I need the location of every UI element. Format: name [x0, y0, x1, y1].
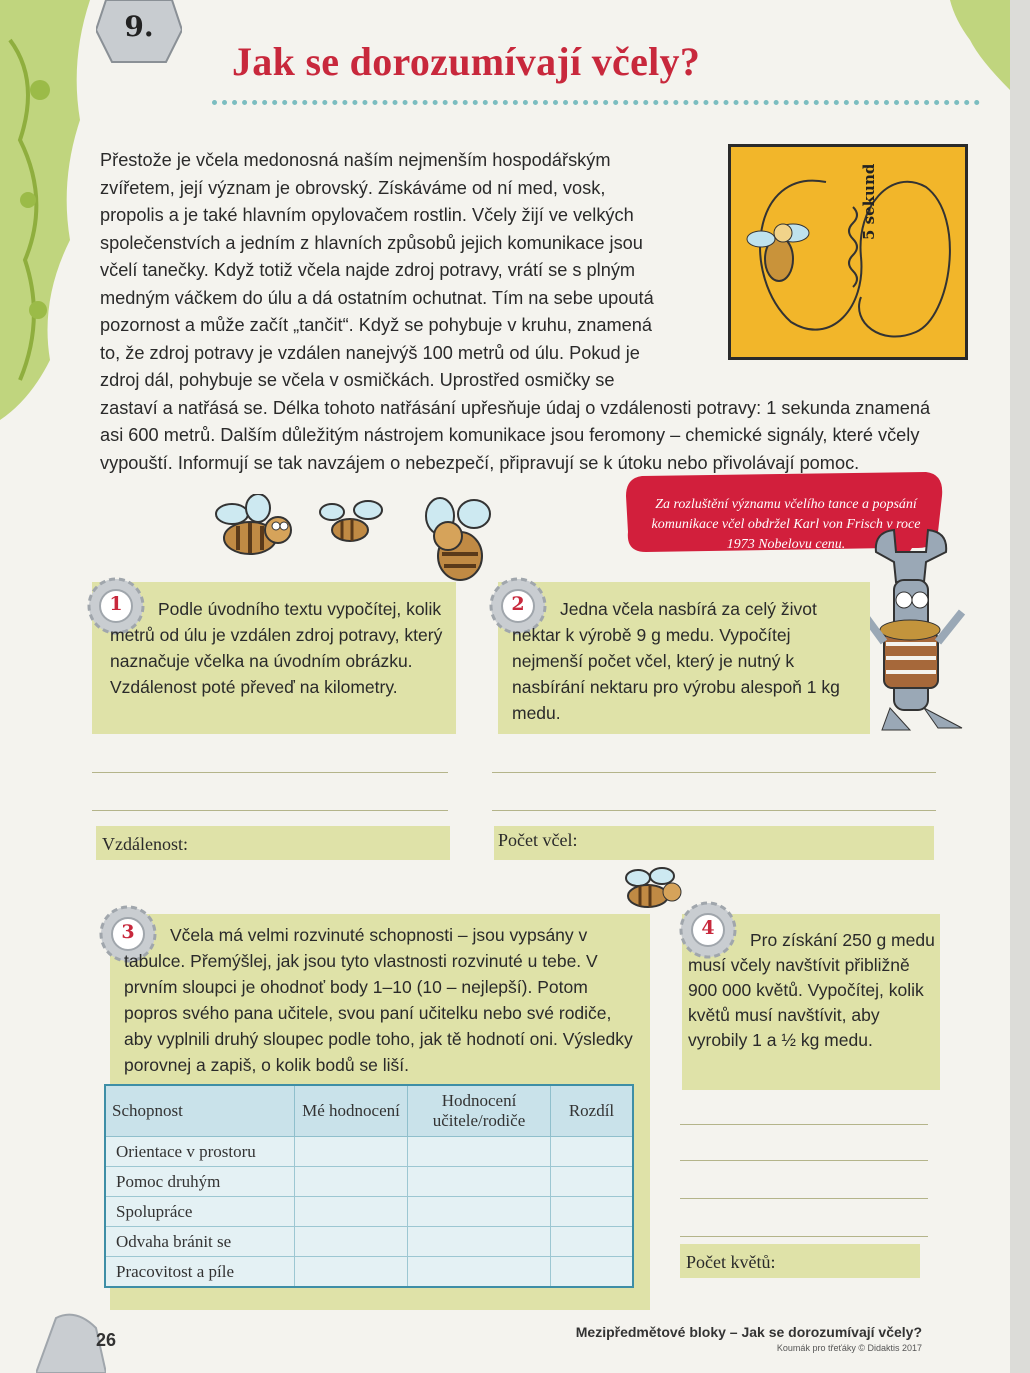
leaves-decoration — [0, 0, 90, 420]
skills-table — [104, 1084, 634, 1288]
table-row — [105, 1197, 633, 1227]
task-1-number: 1 — [109, 593, 123, 615]
task-3-number: 3 — [121, 921, 135, 943]
table-header-difference: Rozdíl — [551, 1085, 634, 1137]
bee-icon — [416, 494, 500, 586]
table-row — [105, 1167, 633, 1197]
task-1-text: Podle úvodního textu vypočítej, kolik metrů od úlu je vzdálen zdroj potravy, který naznačuje včelka na úvodním obrázku. Vzdálenost poté převeď na kilometry. — [110, 599, 443, 697]
answer-line[interactable] — [680, 1198, 928, 1199]
teacher-rating-cell[interactable] — [408, 1137, 551, 1167]
difference-cell[interactable] — [551, 1197, 634, 1227]
answer-line[interactable] — [92, 772, 448, 773]
intro-text: Přestože je včela medonosná naším nejmenším hospodářským zvířetem, její význam je obrovský. Získáváme od ní med, vosk, propolis a je také hlavním opylovačem rostlin. Včely žijí ve velkých společenstvích a jedním z hlavních způsobů jejich komunikace jsou včelí tanečky. Když totiž včela najde zdroj potravy, vrátí se s plným medným váčkem do úlu a dá ostatním ochutnat. Tím na sebe upoutá pozornost a může začít „tančit“. Když se pohybuje v kruhu, znamená to, že zdroj potravy je vzdálen nanejvýš 100 metrů od úlu. Pokud je zdroj dál, pohybuje se včela v osmičkách. Uprostřed osmičky se zastaví a natřásá se. Délka tohoto natřásání upřesňuje údaj o vzdálenosti potravy: 1 sekunda znamená asi 600 metrů. Dalším důležitým nástrojem komunikace jsou feromony – chemické signály, které včely vypouští. Informují se tak navzájem o nebezpečí, připravují se k útoku nebo přivolávají pomoc. — [100, 150, 931, 473]
intro-paragraph — [100, 147, 950, 477]
task-4-answer-label: Počet květů: — [686, 1252, 776, 1272]
difference-cell[interactable] — [551, 1227, 634, 1257]
table-header-skill: Schopnost — [105, 1085, 295, 1137]
task-2-text: Jedna včela nasbírá za celý život nektar k výrobě 9 g medu. Vypočítej nejmenší počet včel, který je nutný k nasbírání nektaru pro výrobu alespoň 1 kg medu. — [512, 599, 840, 723]
page-title: Jak se dorozumívají včely? — [232, 39, 701, 84]
leaves-decoration-right — [930, 0, 1010, 90]
page-number: 26 — [96, 1330, 117, 1350]
my-rating-cell[interactable] — [295, 1257, 408, 1288]
difference-cell[interactable] — [551, 1257, 634, 1288]
answer-line[interactable] — [680, 1160, 928, 1161]
skill-name: Pomoc druhým — [105, 1167, 295, 1197]
table-row — [105, 1137, 633, 1167]
table-row — [105, 1227, 633, 1257]
answer-line[interactable] — [492, 810, 936, 811]
difference-cell[interactable] — [551, 1167, 634, 1197]
bee-icon — [318, 496, 388, 548]
my-rating-cell[interactable] — [295, 1227, 408, 1257]
answer-line[interactable] — [492, 772, 936, 773]
task-3-text: Včela má velmi rozvinuté schopnosti – jsou vypsány v tabulce. Přemýšlej, jak jsou tyto vlastnosti rozvinuté u tebe. V prvním sloupci je ohodnoť body 1–10 (10 – nejlepší). Potom popros svého pana učitele, svou paní učitelku nebo své rodiče, aby vyplnili druhý sloupec podle toho, jak tě hodnotí oni. Výsledky porovnej a zapiš, o kolik bodů se liší. — [124, 925, 633, 1075]
skill-name: Pracovitost a píle — [105, 1257, 295, 1288]
task-4-number: 4 — [701, 917, 715, 939]
my-rating-cell[interactable] — [295, 1197, 408, 1227]
footer-title: Mezipředmětové bloky – Jak se dorozumívají včely? — [575, 1324, 922, 1340]
my-rating-cell[interactable] — [295, 1167, 408, 1197]
skill-name: Spolupráce — [105, 1197, 295, 1227]
table-header-row — [105, 1085, 633, 1137]
teacher-rating-cell[interactable] — [408, 1167, 551, 1197]
footer-subtitle: Koumák pro třeťáky © Didaktis 2017 — [776, 1343, 922, 1353]
my-rating-cell[interactable] — [295, 1137, 408, 1167]
figure-label: 5 sekund — [860, 163, 878, 240]
wrench-mascot-icon — [854, 522, 974, 738]
task-1-answer-label: Vzdálenost: — [102, 834, 188, 854]
answer-line[interactable] — [92, 810, 448, 811]
table-header-my-rating: Mé hodnocení — [295, 1085, 408, 1137]
task-2-number: 2 — [511, 593, 525, 615]
skill-name: Orientace v prostoru — [105, 1137, 295, 1167]
bubble-text: Za rozluštění významu včelího tance a popsání komunikace včel obdržel Karl von Frisch v roce 1973 Nobelovu cenu. — [651, 497, 921, 552]
teacher-rating-cell[interactable] — [408, 1257, 551, 1288]
task-2-answer-label: Počet včel: — [498, 830, 578, 850]
teacher-rating-cell[interactable] — [408, 1197, 551, 1227]
table-header-teacher-rating: Hodnocení učitele/rodiče — [408, 1085, 551, 1137]
teacher-rating-cell[interactable] — [408, 1227, 551, 1257]
bee-icon — [214, 494, 298, 564]
difference-cell[interactable] — [551, 1137, 634, 1167]
chapter-number: 9. — [124, 10, 154, 43]
table-row — [105, 1257, 633, 1288]
answer-line[interactable] — [680, 1236, 928, 1237]
skill-name: Odvaha bránit se — [105, 1227, 295, 1257]
task-4-text: Pro získání 250 g medu musí včely navštívit přibližně 900 000 květů. Vypočítej, kolik květů musí navštívit, aby vyrobily 1 a ½ kg medu. — [688, 930, 935, 1050]
answer-line[interactable] — [680, 1124, 928, 1125]
title-divider — [212, 100, 980, 105]
